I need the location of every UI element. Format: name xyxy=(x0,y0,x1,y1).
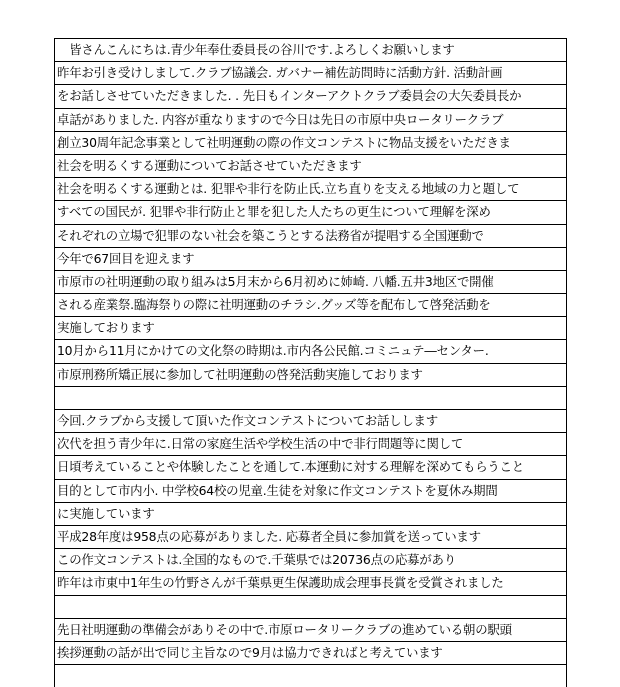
line-text: 市原市の社明運動の取り組みは5月末から6月初めに姉崎. 八幡.五井3地区で開催 xyxy=(57,273,494,289)
text-row xyxy=(55,433,566,456)
line-text: 昨年は市東中1年生の竹野さんが千葉県更生保護助成会理事長賞を受賞されました xyxy=(57,575,504,591)
line-text: 卓話がありました. 内容が重なりますので今日は先日の市原中央ロータリークラブ xyxy=(57,111,504,127)
text-row xyxy=(55,340,566,363)
line-text: 創立30周年記念事業として社明運動の際の作文コンテストに物品支援をいただきま xyxy=(57,134,511,150)
empty-row xyxy=(55,596,566,619)
text-row xyxy=(55,503,566,526)
line-text: 目的として市内小. 中学校64校の児童.生徒を対象に作文コンテストを夏休み期間 xyxy=(57,482,498,498)
text-row xyxy=(55,85,566,108)
line-text: に実施しています xyxy=(57,505,155,521)
empty-row xyxy=(55,387,566,410)
line-text: 皆さんこんにちは.青少年奉仕委員長の谷川です.よろしくお願いします xyxy=(57,42,455,57)
line-text: 日頃考えていることや体験したことを通して.本運動に対する理解を深めてもらうこと xyxy=(57,459,524,475)
line-text: 昨年お引き受けしまして.クラブ協議会. ガバナー補佐訪問時に活動方針. 活動計画 xyxy=(57,65,503,81)
text-row xyxy=(55,410,566,433)
text-row xyxy=(55,109,566,132)
text-row xyxy=(55,619,566,642)
text-row xyxy=(55,155,566,178)
line-text: 社会を明るくする運動についてお話させていただきます xyxy=(57,157,362,173)
text-row xyxy=(55,178,566,201)
line-text: 10月から11月にかけての文化祭の時期は.市内各公民館.コミニュテ―センター. xyxy=(57,343,489,359)
text-row xyxy=(55,456,566,479)
text-row xyxy=(55,248,566,271)
line-text: 今回.クラブから支援して頂いた作文コンテストについてお話しします xyxy=(57,413,438,428)
text-row xyxy=(55,201,566,224)
line-text: をお話しさせていただきました. . 先日もインターアクトクラブ委員会の大矢委員長か xyxy=(57,88,522,104)
line-text: 社会を明るくする運動とは. 犯罪や非行を防止氏.立ち直りを支える地域の力と題して xyxy=(57,181,520,197)
text-row xyxy=(55,526,566,549)
text-row xyxy=(55,642,566,665)
text-row xyxy=(55,271,566,294)
line-text: 先日社明運動の準備会がありその中で.市原ロータリークラブの進めている朝の駅頭 xyxy=(57,621,512,637)
text-row xyxy=(55,39,566,62)
text-row xyxy=(55,480,566,503)
line-text: 市原刑務所矯正展に参加して社明運動の啓発活動実施しております xyxy=(57,366,423,382)
line-text: それぞれの立場で犯罪のない社会を築こうとする法務省が提唱する全国運動で xyxy=(57,227,484,243)
line-text: 挨拶運動の話が出で同じ主旨なので9月は協力できればと考えています xyxy=(57,644,443,660)
text-row xyxy=(55,225,566,248)
text-row xyxy=(55,132,566,155)
text-row xyxy=(55,549,566,572)
line-text: 次代を担う青少年に.日常の家庭生活や学校生活の中で非行問題等に関して xyxy=(57,436,464,452)
line-text: すべての国民が. 犯罪や非行防止と罪を犯した人たちの更生について理解を深め xyxy=(57,204,491,220)
line-text: この作文コンテストは.全国的なもので.千葉県では20736点の応募があり xyxy=(57,552,456,568)
line-text: される産業祭.臨海祭りの際に社明運動のチラシ.グッズ等を配布して啓発活動を xyxy=(57,297,491,313)
line-text: 実施しております xyxy=(57,320,155,336)
speech-manuscript xyxy=(54,38,567,687)
text-row xyxy=(55,294,566,317)
text-row xyxy=(55,572,566,595)
text-row xyxy=(55,62,566,85)
text-row xyxy=(55,364,566,387)
text-row xyxy=(55,317,566,340)
line-text: 平成28年度は958点の応募がありました. 応募者全員に参加賞を送っています xyxy=(57,528,481,544)
line-text: 今年で67回目を迎えます xyxy=(57,250,195,266)
